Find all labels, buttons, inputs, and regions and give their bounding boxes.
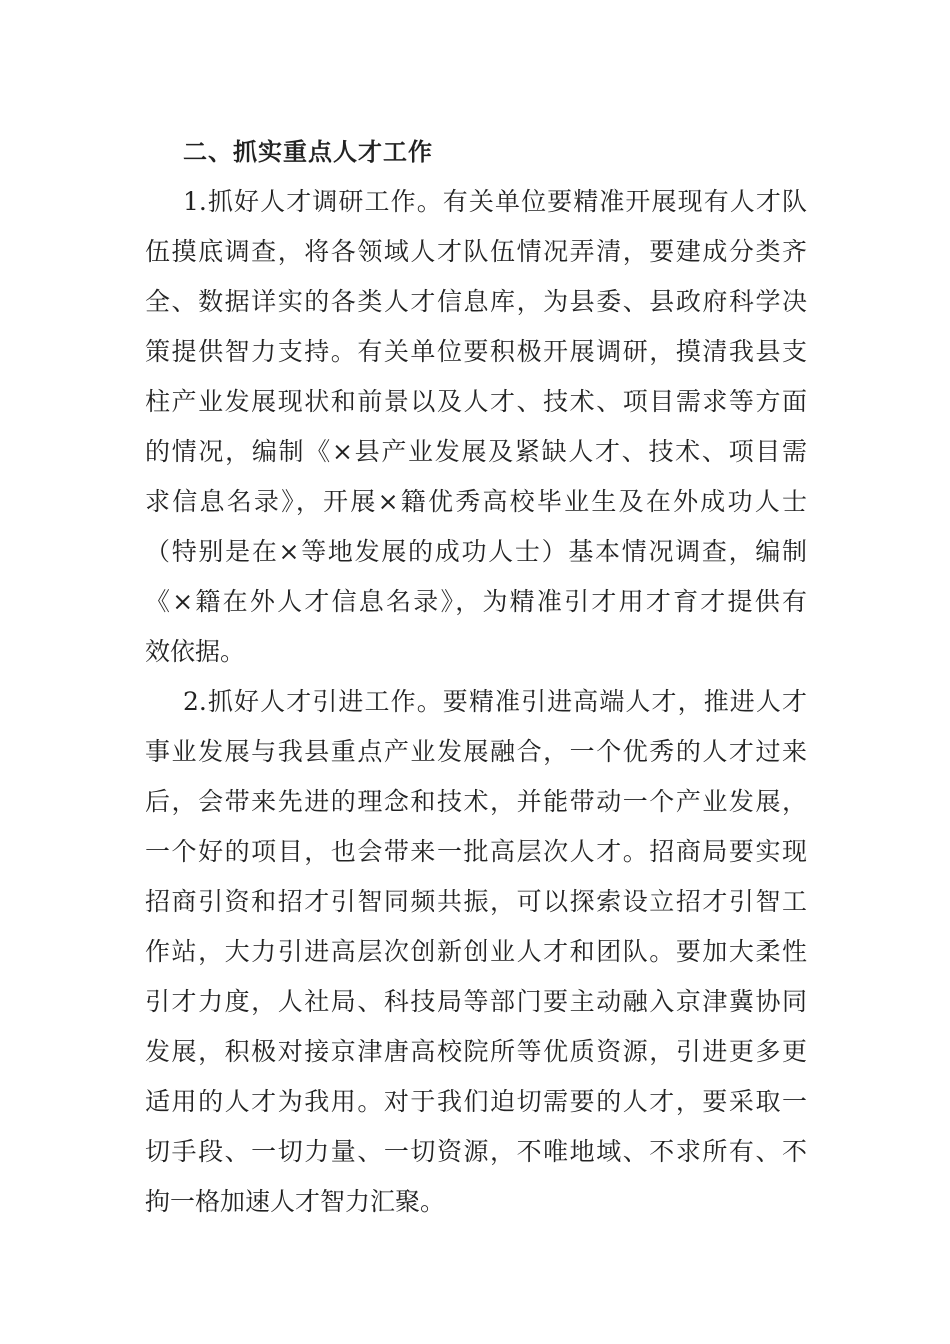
text-line: 作站，大力引进高层次创新创业人才和团队。要加大柔性 [145,937,807,966]
text-line: 2.抓好人才引进工作。要精准引进高端人才，推进人才 [183,687,807,716]
text-line: 效依据。 [145,637,246,666]
text-line: 发展，积极对接京津唐高校院所等优质资源，引进更多更 [145,1037,807,1066]
paragraph-talent-recruitment [145,677,807,1227]
text-line: 适用的人才为我用。对于我们迫切需要的人才，要采取一 [145,1087,807,1116]
text-line: 全、数据详实的各类人才信息库，为县委、县政府科学决 [145,287,807,316]
text-line: 一个好的项目，也会带来一批高层次人才。招商局要实现 [145,837,807,866]
text-line: 的情况，编制《×县产业发展及紧缺人才、技术、项目需 [145,437,807,466]
text-line: 后，会带来先进的理念和技术，并能带动一个产业发展， [145,787,807,816]
text-line: 引才力度，人社局、科技局等部门要主动融入京津冀协同 [145,987,807,1016]
text-line: 《×籍在外人才信息名录》，为精准引才用才育才提供有 [145,587,807,616]
document-body [145,127,807,1227]
text-line: 拘一格加速人才智力汇聚。 [145,1187,446,1216]
text-line: 招商引资和招才引智同频共振，可以探索设立招才引智工 [145,887,807,916]
text-line: 柱产业发展现状和前景以及人才、技术、项目需求等方面 [145,387,807,416]
text-line: 事业发展与我县重点产业发展融合，一个优秀的人才过来 [145,737,807,766]
text-line: 伍摸底调查，将各领域人才队伍情况弄清，要建成分类齐 [145,237,807,266]
text-line: 1.抓好人才调研工作。有关单位要精准开展现有人才队 [183,187,807,216]
text-line: 求信息名录》，开展×籍优秀高校毕业生及在外成功人士 [145,487,807,516]
paragraph-talent-research [145,177,807,677]
text-line: 策提供智力支持。有关单位要积极开展调研，摸清我县支 [145,337,807,366]
text-line: 切手段、一切力量、一切资源，不唯地域、不求所有、不 [145,1137,807,1166]
section-heading: 二、抓实重点人才工作 [183,138,433,166]
text-line: （特别是在×等地发展的成功人士）基本情况调查，编制 [145,537,807,566]
